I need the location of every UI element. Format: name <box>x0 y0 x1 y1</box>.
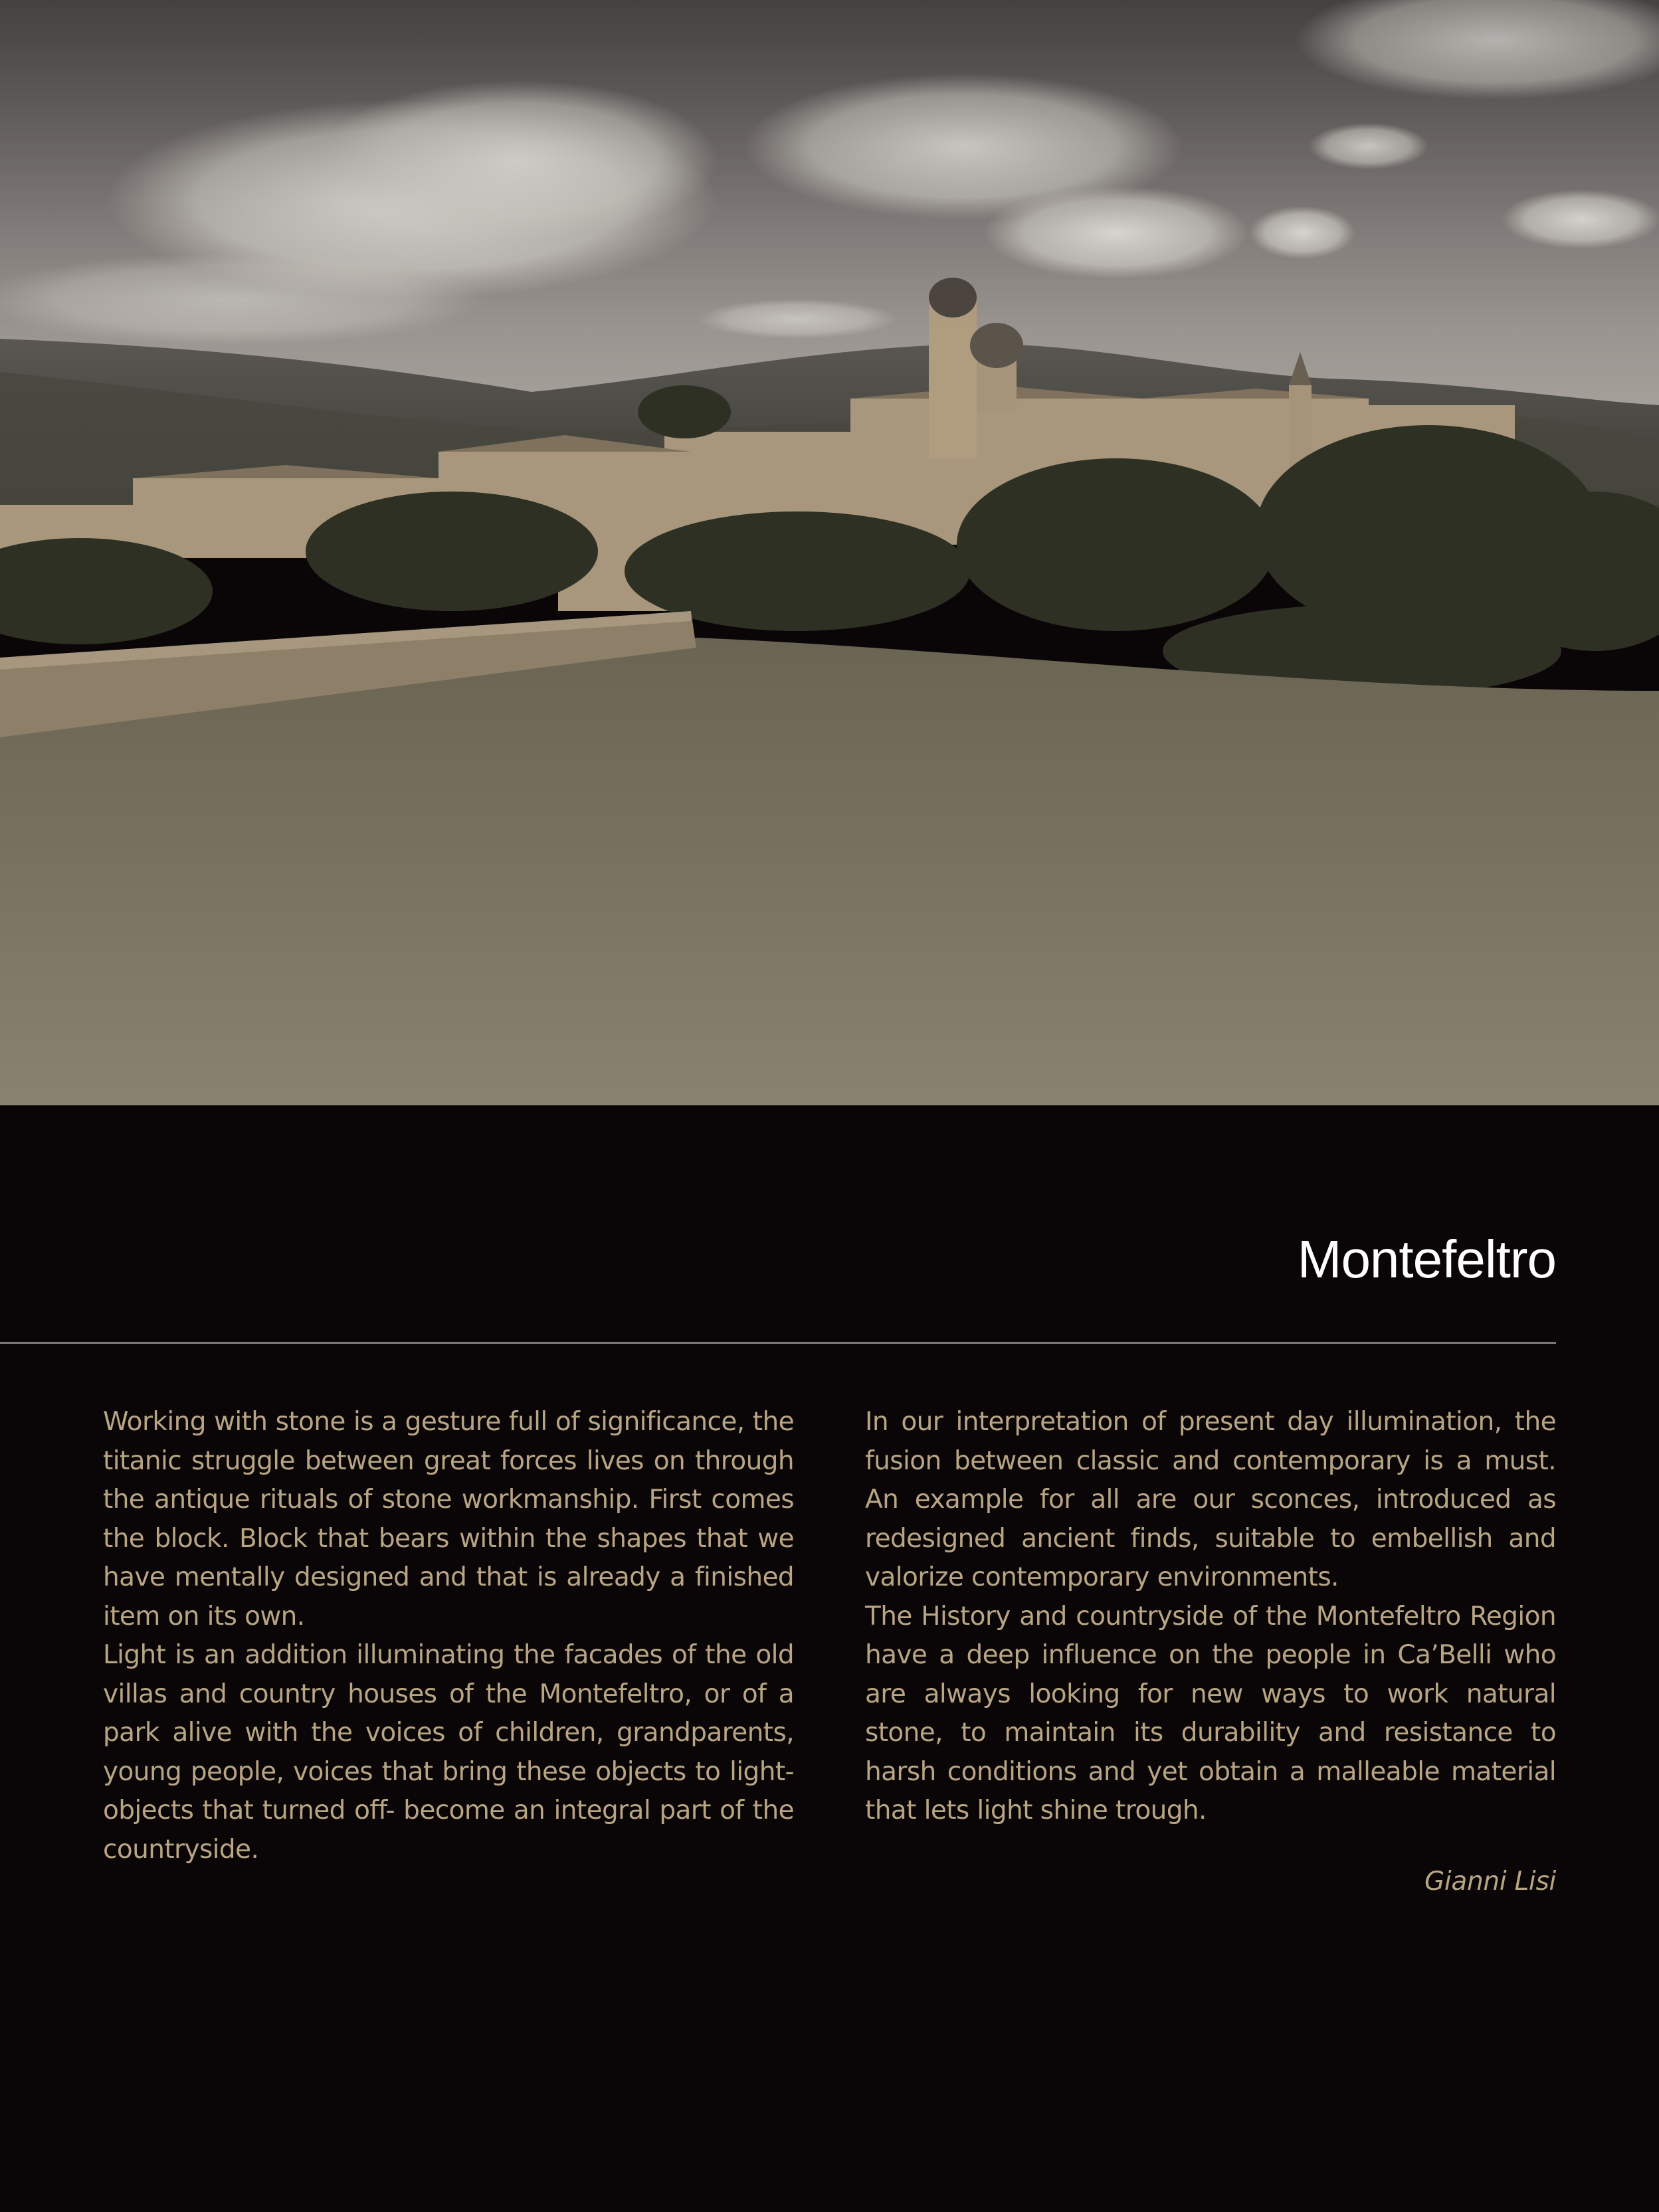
paragraph: In our interpretation of present day illumination, the fusion between classic and contemporary is a must. An example for all are our sconces, introduced as redesigned ancient finds, suitable to embellish and valorize contemporary environments. <box>865 1407 1556 1592</box>
left-text-column <box>103 1403 794 1869</box>
paragraph: Working with stone is a gesture full of significance, the titanic struggle between great forces lives on through the antique rituals of stone workmanship. First comes the block. Block that bears within the shapes that we have mentally designed and that is already a finished item on its own. <box>103 1407 794 1631</box>
landscape-photo <box>0 0 1659 1105</box>
author-signature: Gianni Lisi <box>1424 1867 1556 1896</box>
paragraph: Light is an addition illuminating the facades of the old villas and country houses of the Montefeltro, or of a park alive with the voices of children, grandparents, young people, voices that bring these objects to light- objects that turned off- become an integral part of the countryside. <box>103 1640 794 1865</box>
page-title: Montefeltro <box>1297 1230 1556 1289</box>
divider-rule <box>0 1342 1556 1344</box>
right-text-column <box>865 1403 1556 1831</box>
paragraph: The History and countryside of the Montefeltro Region have a deep influence on the people in Ca’Belli who are always looking for new ways to work natural stone, to maintain its durability and resistance to harsh conditions and yet obtain a malleable material that lets light shine trough. <box>865 1601 1556 1825</box>
